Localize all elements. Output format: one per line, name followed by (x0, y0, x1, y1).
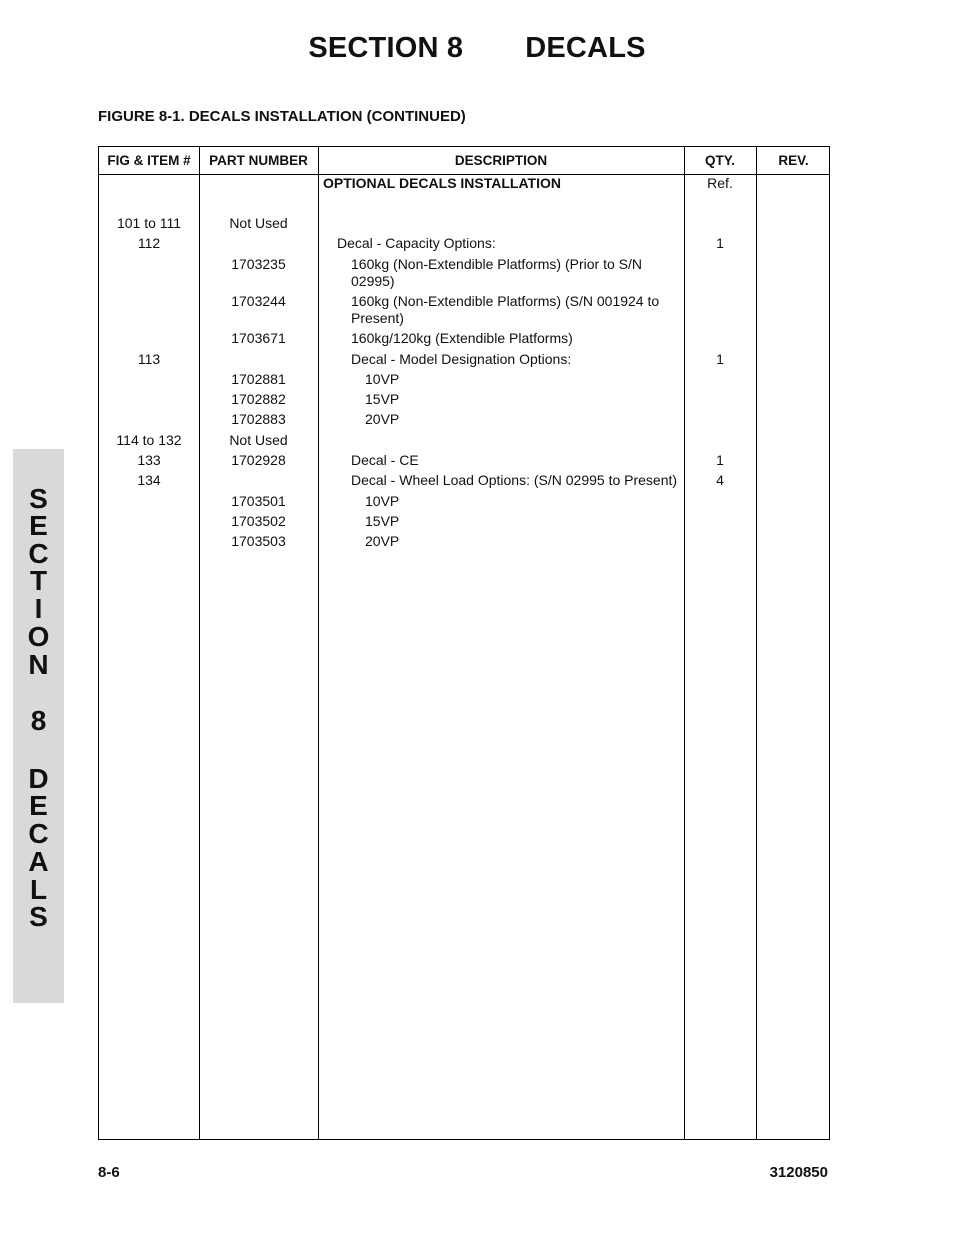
header-part-number: PART NUMBER (209, 153, 308, 168)
table-row-description: 15VP (365, 513, 400, 529)
side-tab-letter: E (29, 790, 48, 821)
table-row-part: 1703235 (231, 256, 286, 272)
side-tab-letter: T (29, 565, 48, 596)
figure-title: FIGURE 8-1. DECALS INSTALLATION (CONTINUED) (98, 108, 466, 125)
table-row-part: Not Used (229, 215, 288, 231)
table-row-part: 1703503 (231, 533, 286, 549)
side-tab-letter: 8 (30, 705, 47, 736)
table-row-item: 113 (137, 351, 161, 367)
table-row-part: 1702883 (231, 411, 286, 427)
table-row-item: 112 (137, 235, 161, 251)
table-row-qty: 1 (716, 351, 724, 367)
table-row-part: 1702882 (231, 391, 286, 407)
table-row-qty: Ref. (707, 175, 733, 191)
side-tab-letter: A (28, 846, 49, 877)
table-row-description: OPTIONAL DECALS INSTALLATION (323, 175, 561, 191)
section-side-tab (13, 449, 64, 1003)
side-tab-letter: E (29, 510, 48, 541)
side-tab-letter: I (34, 593, 43, 624)
table-row-part: 1703501 (231, 493, 286, 509)
table-row-description: Decal - Wheel Load Options: (S/N 02995 to Present) (351, 472, 678, 488)
side-tab-letter: L (29, 874, 48, 905)
table-row-part: 1702881 (231, 371, 286, 387)
table-row-description: Decal - Model Designation Options: (351, 351, 572, 367)
table-row-description: 20VP (365, 533, 400, 549)
side-tab-letter: O (27, 621, 50, 652)
header-rev: REV. (778, 153, 809, 168)
table-row-description: 10VP (365, 371, 400, 387)
parts-table (98, 146, 830, 1140)
section-number: SECTION 8 (308, 32, 464, 64)
header-qty: QTY. (704, 153, 735, 168)
table-row-item: 133 (137, 452, 161, 468)
header-fig-item: FIG & ITEM # (107, 153, 191, 168)
table-row-part: 1703502 (231, 513, 286, 529)
table-row-description: Decal - Capacity Options: (337, 235, 496, 251)
table-row-qty: 1 (716, 452, 724, 468)
table-row-description: 15VP (365, 391, 400, 407)
side-tab-letter: C (28, 818, 49, 849)
table-row-item: 134 (137, 472, 161, 488)
side-tab-letter: S (29, 901, 48, 932)
side-tab-letter: N (28, 649, 49, 680)
table-row-item: 101 to 111 (116, 215, 182, 231)
column-divider (756, 147, 757, 1139)
table-row-description: 20VP (365, 411, 400, 427)
document-number: 3120850 (769, 1164, 828, 1181)
table-row-description: 10VP (365, 493, 400, 509)
side-tab-letter: D (28, 763, 49, 794)
table-row-part: 1703671 (231, 330, 286, 346)
table-row-part: 1702928 (231, 452, 286, 468)
header-description: DESCRIPTION (454, 153, 548, 168)
table-row-qty: 4 (716, 472, 724, 488)
table-row-item: 114 to 132 (116, 432, 182, 448)
column-divider (318, 147, 319, 1139)
section-title (0, 32, 954, 65)
column-divider (684, 147, 685, 1139)
side-tab-letter: C (28, 538, 49, 569)
table-row-part: 1703244 (231, 293, 286, 309)
table-row-description: 160kg (Non-Extendible Platforms) (S/N 001924 to Present) (351, 293, 660, 326)
table-row-description: Decal - CE (351, 452, 419, 468)
table-row-description: 160kg (Non-Extendible Platforms) (Prior to S/N 02995) (351, 256, 642, 289)
page-number: 8-6 (98, 1164, 120, 1181)
table-row-part: Not Used (229, 432, 288, 448)
table-row-description: 160kg/120kg (Extendible Platforms) (351, 330, 573, 346)
section-name: DECALS (525, 32, 646, 64)
table-row-qty: 1 (716, 235, 724, 251)
side-tab-letter: S (29, 483, 48, 514)
